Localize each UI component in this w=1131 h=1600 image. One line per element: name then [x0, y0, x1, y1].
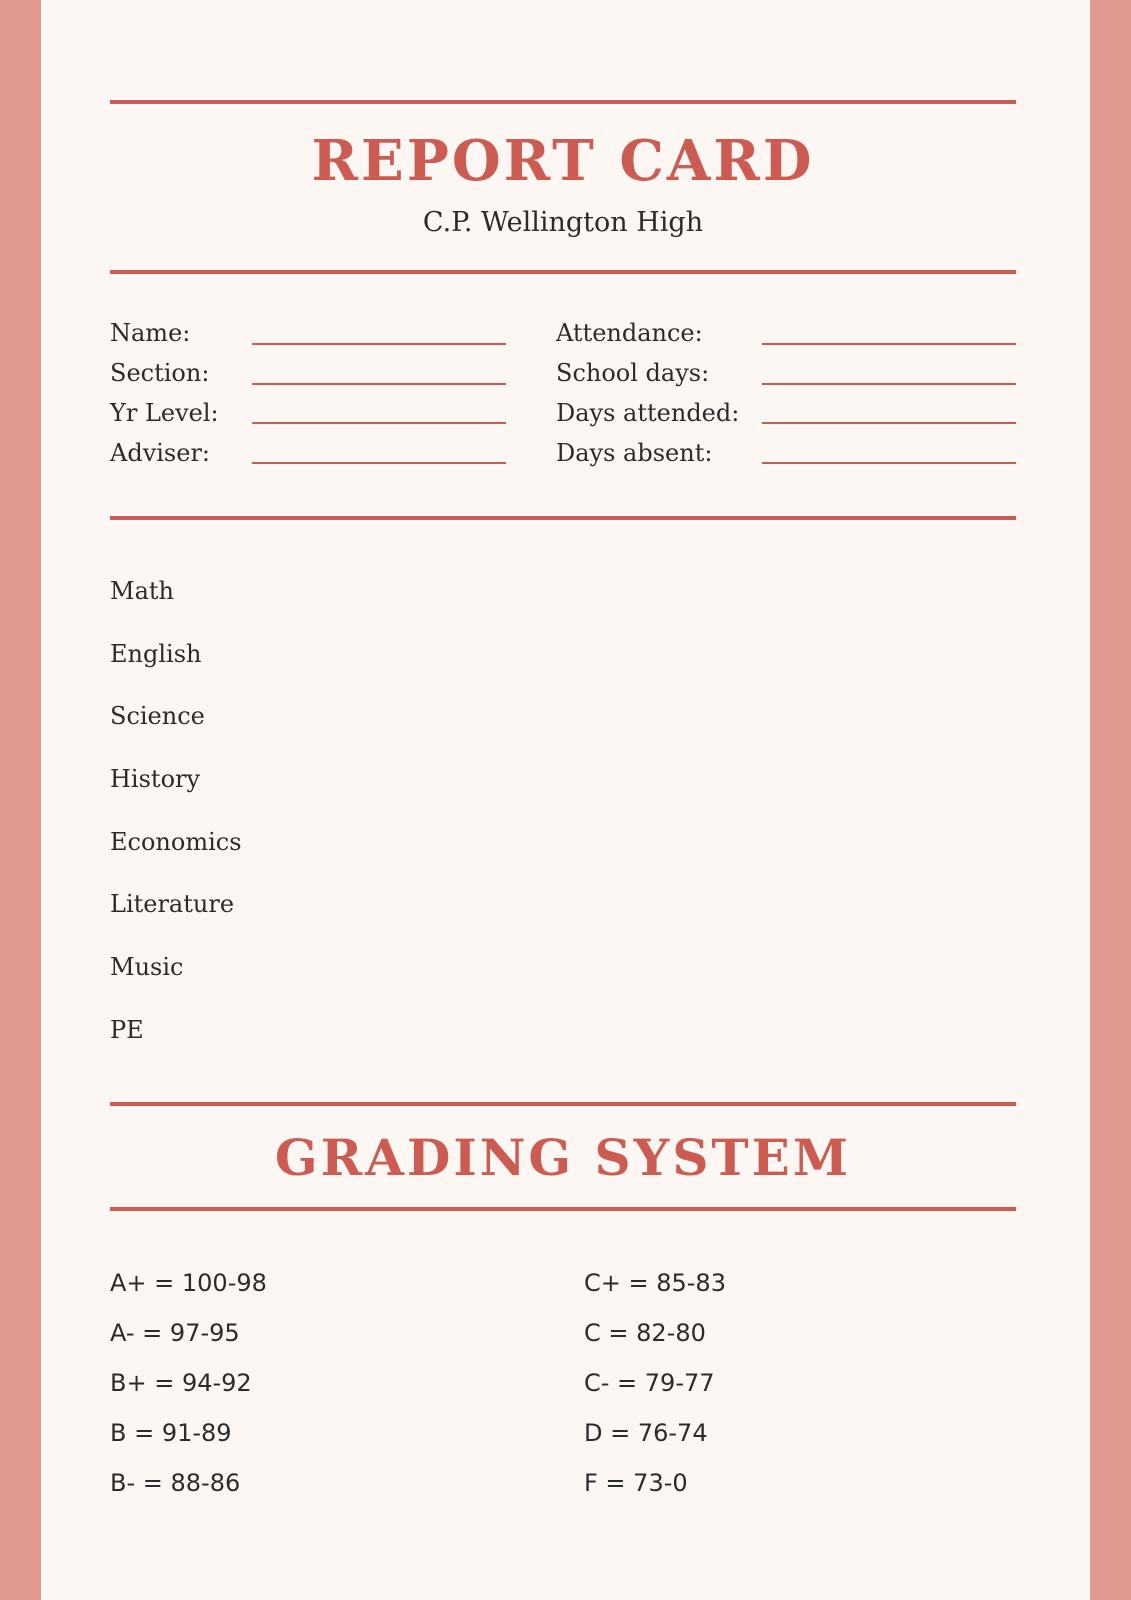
grade-a-plus: A+ = 100-98 [110, 1269, 267, 1297]
subject-english: English [110, 640, 202, 668]
school-days-label: School days: [556, 359, 710, 387]
subject-science: Science [110, 702, 205, 730]
subject-pe: PE [110, 1016, 144, 1044]
page-title: REPORT CARD [311, 128, 815, 194]
yr-level-label: Yr Level: [110, 399, 219, 427]
grade-b: B = 91-89 [110, 1419, 232, 1447]
info-bottom-rule [110, 516, 1016, 520]
subject-math: Math [110, 577, 174, 605]
grade-b-minus: B- = 88-86 [110, 1469, 241, 1497]
yr-level-field[interactable] [252, 422, 506, 424]
grading-bottom-rule [110, 1207, 1016, 1211]
adviser-field[interactable] [252, 462, 506, 464]
right-side-bar [1090, 0, 1131, 1600]
header-top-rule [110, 100, 1016, 104]
left-side-bar [0, 0, 41, 1600]
name-label: Name: [110, 319, 191, 347]
name-field[interactable] [252, 343, 506, 345]
school-days-field[interactable] [762, 383, 1016, 385]
subject-literature: Literature [110, 890, 235, 918]
grading-top-rule [110, 1102, 1016, 1106]
subject-music: Music [110, 953, 184, 981]
grade-b-plus: B+ = 94-92 [110, 1369, 252, 1397]
grade-c-plus: C+ = 85-83 [584, 1269, 726, 1297]
grading-title: GRADING SYSTEM [274, 1128, 852, 1187]
grade-c: C = 82-80 [584, 1319, 706, 1347]
days-attended-label: Days attended: [556, 399, 740, 427]
grade-a-minus: A- = 97-95 [110, 1319, 240, 1347]
school-name: C.P. Wellington High [422, 207, 704, 238]
grade-f: F = 73-0 [584, 1469, 688, 1497]
section-label: Section: [110, 359, 210, 387]
subject-history: History [110, 765, 201, 793]
attendance-field[interactable] [762, 343, 1016, 345]
header-bottom-rule [110, 270, 1016, 274]
subject-economics: Economics [110, 828, 242, 856]
grade-c-minus: C- = 79-77 [584, 1369, 715, 1397]
days-attended-field[interactable] [762, 422, 1016, 424]
days-absent-field[interactable] [762, 462, 1016, 464]
section-field[interactable] [252, 383, 506, 385]
days-absent-label: Days absent: [556, 439, 713, 467]
attendance-label: Attendance: [556, 319, 703, 347]
adviser-label: Adviser: [110, 439, 211, 467]
grade-d: D = 76-74 [584, 1419, 708, 1447]
